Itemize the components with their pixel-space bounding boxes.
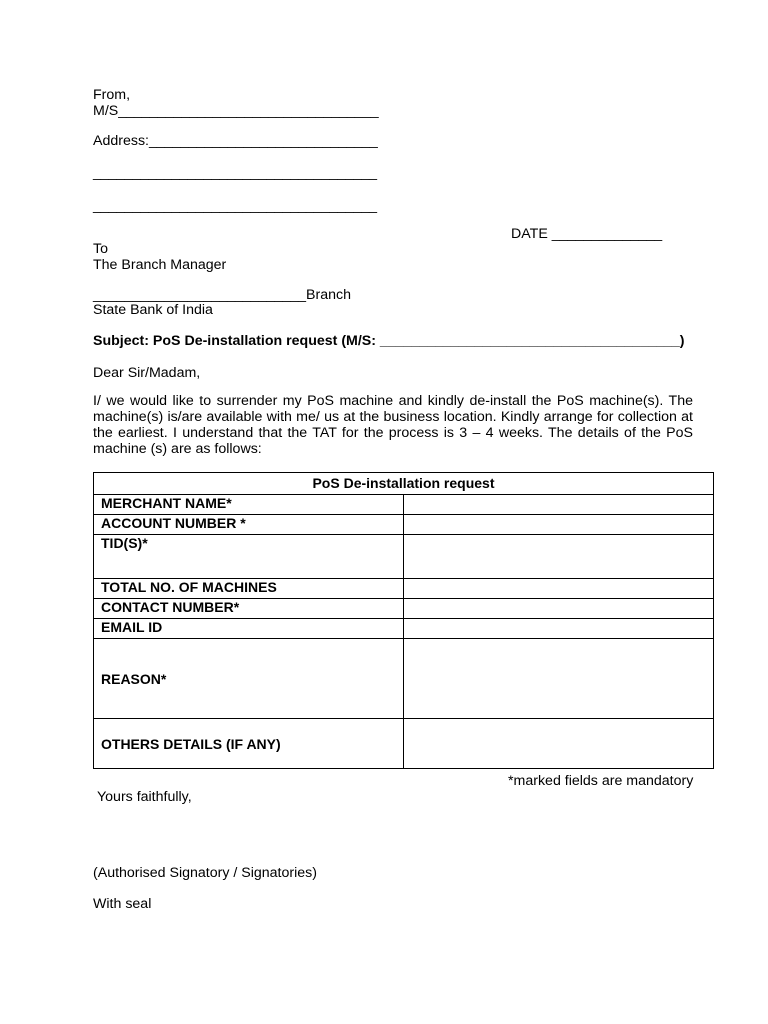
closing: Yours faithfully, [97,789,192,805]
form-row [94,579,714,599]
branch-line: ___________________________Branch [93,287,351,303]
contact-number-field[interactable] [404,599,714,619]
to-label: To [93,241,108,257]
date-line: DATE ______________ [511,226,663,242]
mandatory-note: *marked fields are mandatory [508,773,694,789]
total-machines-field[interactable] [404,579,714,599]
form-row [94,639,714,719]
tids-field[interactable] [404,535,714,579]
bank-name: State Bank of India [93,302,213,318]
address-blank-line-2: ____________________________________ [93,198,378,214]
from-label: From, [93,87,131,103]
recipient-title: The Branch Manager [93,257,227,273]
form-row-label: EMAIL ID [94,619,404,639]
address-blank-line-1: ____________________________________ [93,165,378,181]
form-row-label: REASON* [94,639,404,719]
form-row [94,495,714,515]
form-row-label: TOTAL NO. OF MACHINES [94,579,404,599]
ms-name-line: M/S_________________________________ [93,103,379,119]
form-row [94,599,714,619]
form-row [94,535,714,579]
signatory-line: (Authorised Signatory / Signatories) [93,865,317,881]
email-id-field[interactable] [404,619,714,639]
salutation: Dear Sir/Madam, [93,365,201,381]
form-row [94,515,714,535]
account-number-field[interactable] [404,515,714,535]
form-row-label: MERCHANT NAME* [94,495,404,515]
form-row [94,719,714,769]
form-row [94,619,714,639]
form-row-label: TID(S)* [94,535,404,579]
address-line: Address:_____________________________ [93,133,378,149]
other-details-field[interactable] [404,719,714,769]
form-row-label: CONTACT NUMBER* [94,599,404,619]
subject-line: Subject: PoS De-installation request (M/S: ______________________________________) [93,333,685,349]
reason-field[interactable] [404,639,714,719]
pos-deinstallation-form [93,472,714,769]
seal-line: With seal [93,896,152,912]
body-paragraph: I/ we would like to surrender my PoS machine and kindly de-install the PoS machine(s). The machine(s) is/are available with me/ us at the business location. Kindly arrange for collection at the earliest. I understand that the TAT for the process is 3 – 4 weeks. The details of the PoS machine (s) are as follows: [93,393,693,457]
form-header-row [94,473,714,495]
merchant-name-field[interactable] [404,495,714,515]
form-row-label: ACCOUNT NUMBER * [94,515,404,535]
form-title: PoS De-installation request [94,473,714,495]
form-row-label: OTHERS DETAILS (IF ANY) [94,719,404,769]
